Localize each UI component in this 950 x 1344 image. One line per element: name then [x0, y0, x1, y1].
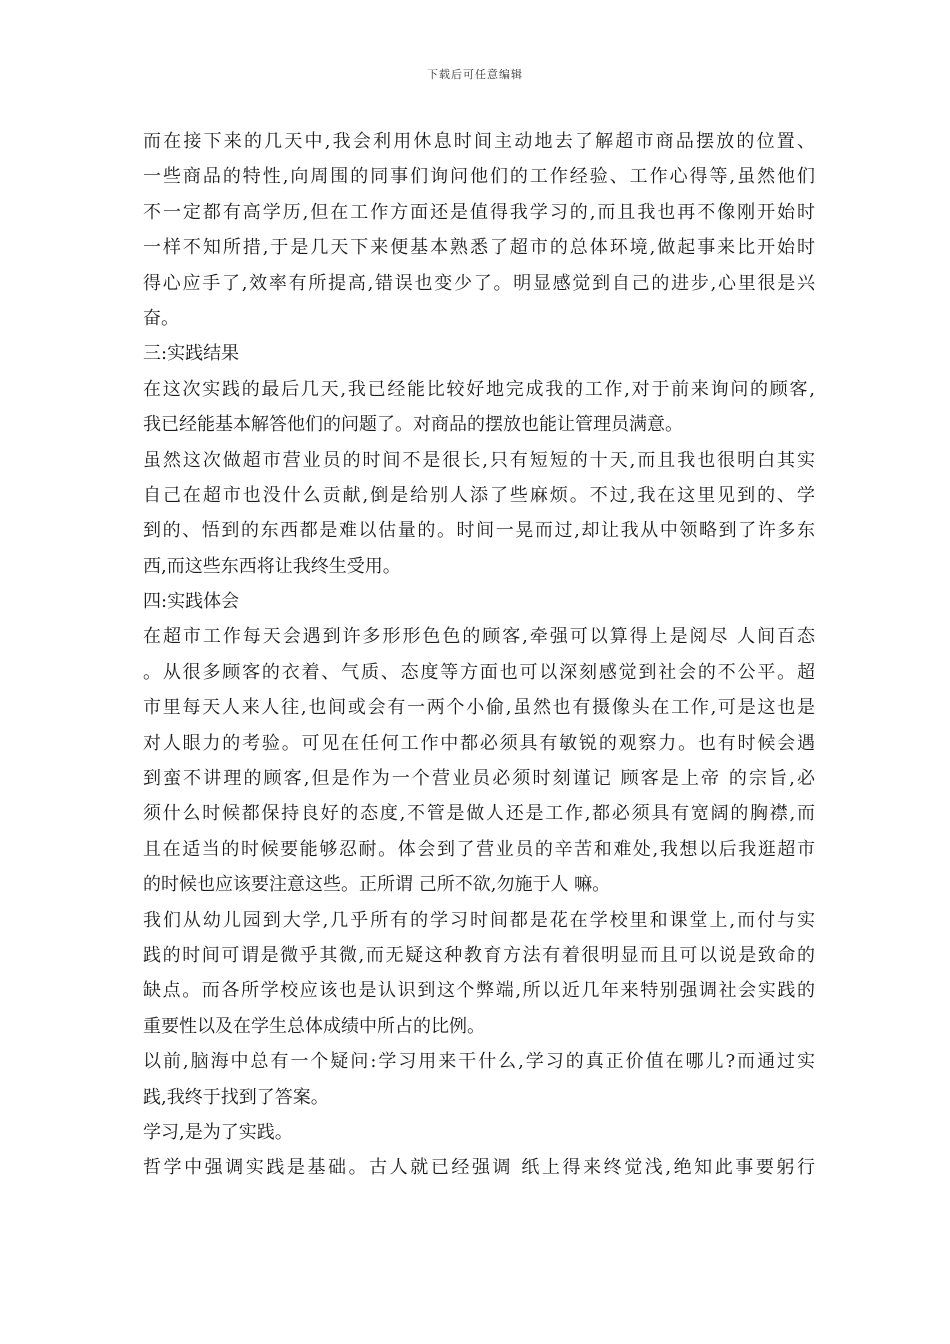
text-line: 重要性以及在学生总体成绩中所占的比例。 [143, 1015, 485, 1037]
text-line: 四:实践体会 [143, 591, 240, 613]
text-line: 的时候也应该要注意这些。正所谓 己所不欲,勿施于人 嘛。 [143, 874, 611, 896]
text-line: 学习,是为了实践。 [143, 1121, 293, 1143]
text-line: 对人眼力的考验。可见在任何工作中都必须具有敏锐的观察力。也有时候会遇 [143, 732, 815, 754]
text-line: 在超市工作每天会遇到许多形形色色的顾客,牵强可以算得上是阅尽 人间百态 [143, 626, 815, 648]
text-line: 奋。 [143, 307, 179, 329]
text-line: 西,而这些东西将让我终生受用。 [143, 555, 401, 577]
text-line: 不一定都有高学历,但在工作方面还是值得我学习的,而且我也再不像刚开始时 [143, 201, 815, 223]
text-line: 在这次实践的最后几天,我已经能比较好地完成我的工作,对于前来询问的顾客, [143, 378, 815, 400]
text-line: 。从很多顾客的衣着、气质、态度等方面也可以深刻感觉到社会的不公平。超 [143, 661, 815, 683]
text-line: 且在适当的时候要能够忍耐。体会到了营业员的辛苦和难处,我想以后我逛超市 [143, 838, 815, 860]
text-line: 一样不知所措,于是几天下来便基本熟悉了超市的总体环境,做起事来比开始时 [143, 237, 815, 259]
text-line: 虽然这次做超市营业员的时间不是很长,只有短短的十天,而且我也很明白其实 [143, 449, 815, 471]
text-line: 须什么时候都保持良好的态度,不管是做人还是工作,都必须具有宽阔的胸襟,而 [143, 803, 815, 825]
text-line: 市里每天人来人往,也间或会有一两个小偷,虽然也有摄像头在工作,可是这也是 [143, 697, 815, 719]
text-line: 缺点。而各所学校应该也是认识到这个弊端,所以近几年来特别强调社会实践的 [143, 980, 815, 1002]
text-line: 而在接下来的几天中,我会利用休息时间主动地去了解超市商品摆放的位置、 [143, 131, 815, 152]
text-line: 我们从幼儿园到大学,几乎所有的学习时间都是花在学校里和课堂上,而付与实 [143, 909, 815, 931]
text-line: 一些商品的特性,向周围的同事们询问他们的工作经验、工作心得等,虽然他们 [143, 166, 815, 188]
text-line: 我已经能基本解答他们的问题了。对商品的摆放也能让管理员满意。 [143, 414, 683, 436]
text-line: 得心应手了,效率有所提高,错误也变少了。明显感觉到自己的进步,心里很是兴 [143, 272, 815, 294]
text-line: 到蛮不讲理的顾客,但是作为一个营业员必须时刻谨记 顾客是上帝 的宗旨,必 [143, 768, 815, 790]
text-line: 到的、悟到的东西都是难以估量的。时间一晃而过,却让我从中领略到了许多东 [143, 520, 815, 542]
page-header: 下载后可任意编辑 [427, 68, 523, 81]
text-line: 三:实践结果 [143, 343, 240, 365]
text-line: 践的时间可谓是微乎其微,而无疑这种教育方法有着很明显而且可以说是致命的 [143, 944, 815, 966]
text-line: 践,我终于找到了答案。 [143, 1086, 329, 1108]
document-body [143, 124, 815, 1186]
text-line: 自己在超市也没什么贡献,倒是给别人添了些麻烦。不过,我在这里见到的、学 [143, 484, 815, 506]
text-line: 哲学中强调实践是基础。古人就已经强调 纸上得来终觉浅,绝知此事要躬行 [143, 1157, 815, 1179]
text-line: 以前,脑海中总有一个疑问:学习用来干什么,学习的真正价值在哪儿?而通过实 [143, 1051, 815, 1073]
